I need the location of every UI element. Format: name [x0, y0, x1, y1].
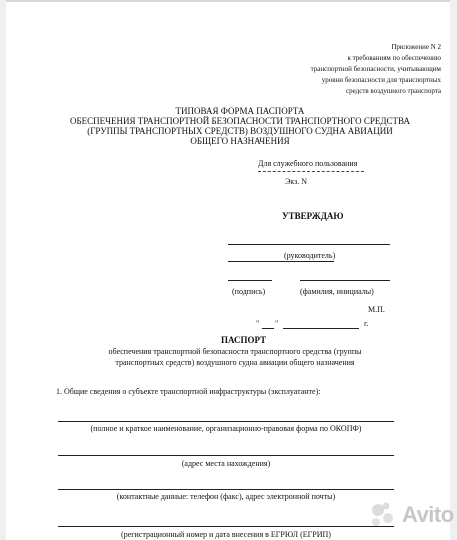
field-3-label: (контактные данные: телефон (факс), адрес электронной почты) — [116, 492, 336, 501]
form-title-line-4: ОБЩЕГО НАЗНАЧЕНИЯ — [190, 136, 290, 146]
avito-watermark-text: Avito — [402, 502, 454, 527]
signature-label: (подпись) — [232, 287, 266, 296]
appendix-line-3: транспортной безопасности, учитывающим — [310, 65, 441, 73]
passport-subtitle-line-2: транспортных средств) воздушного судна авиации общего назначения — [115, 358, 355, 367]
approve-blank-line — [228, 244, 390, 245]
appendix-number: Приложение N 2 — [391, 43, 441, 51]
appendix-line-4: уровни безопасности для транспортных — [321, 76, 441, 84]
date-month-line — [283, 328, 359, 329]
name-label: (фамилия, инициалы) — [300, 287, 374, 296]
approve-title: УТВЕРЖДАЮ — [282, 211, 344, 221]
field-1-label: (полное и краткое наименование, организационно-правовая форма по ОКОПФ) — [90, 424, 362, 433]
field-3-line — [58, 489, 394, 490]
signature-line — [228, 280, 272, 281]
date-quote-close: " — [275, 319, 279, 328]
page-right-margin — [450, 0, 457, 540]
date-year-suffix: г. — [364, 319, 369, 328]
date-quote-open: " — [256, 319, 260, 328]
head-label: (руководитель) — [284, 251, 336, 260]
restricted-label: Для служебного пользования — [258, 159, 358, 168]
stamp-label: М.П. — [368, 305, 385, 314]
appendix-line-2: к требованиям по обеспечению — [347, 54, 441, 62]
page-left-margin — [0, 0, 6, 540]
form-title-line-3: (ГРУППЫ ТРАНСПОРТНЫХ СРЕДСТВ) ВОЗДУШНОГО СУДНА АВИАЦИИ — [87, 126, 393, 136]
section-1-heading: 1. Общие сведения о субъекте транспортной инфраструктуры (эксплуатанте): — [56, 387, 321, 396]
passport-title: ПАСПОРТ — [221, 335, 267, 345]
head-signature-line — [228, 261, 334, 262]
field-1-line — [58, 421, 394, 422]
appendix-line-5: средств воздушного транспорта — [346, 87, 441, 95]
copy-number-label: Экз. N — [285, 177, 307, 186]
field-2-label: (адрес места нахождения) — [181, 459, 271, 468]
form-title-line-1: ТИПОВАЯ ФОРМА ПАСПОРТА — [175, 106, 305, 116]
field-4-line — [58, 526, 394, 527]
restricted-dashed-line — [258, 171, 364, 172]
name-line — [300, 280, 390, 281]
field-4-label: (регистрационный номер и дата внесения в ЕГРЮЛ (ЕГРИП) — [121, 530, 331, 539]
date-day-line — [262, 328, 274, 329]
passport-subtitle-line-1: обеспечения транспортной безопасности транспортного средства (группы — [108, 347, 362, 356]
form-title-line-2: ОБЕСПЕЧЕНИЯ ТРАНСПОРТНОЙ БЕЗОПАСНОСТИ ТРАНСПОРТНОГО СРЕДСТВА — [70, 116, 410, 126]
field-2-line — [58, 455, 394, 456]
page-top-border — [0, 0, 457, 2]
